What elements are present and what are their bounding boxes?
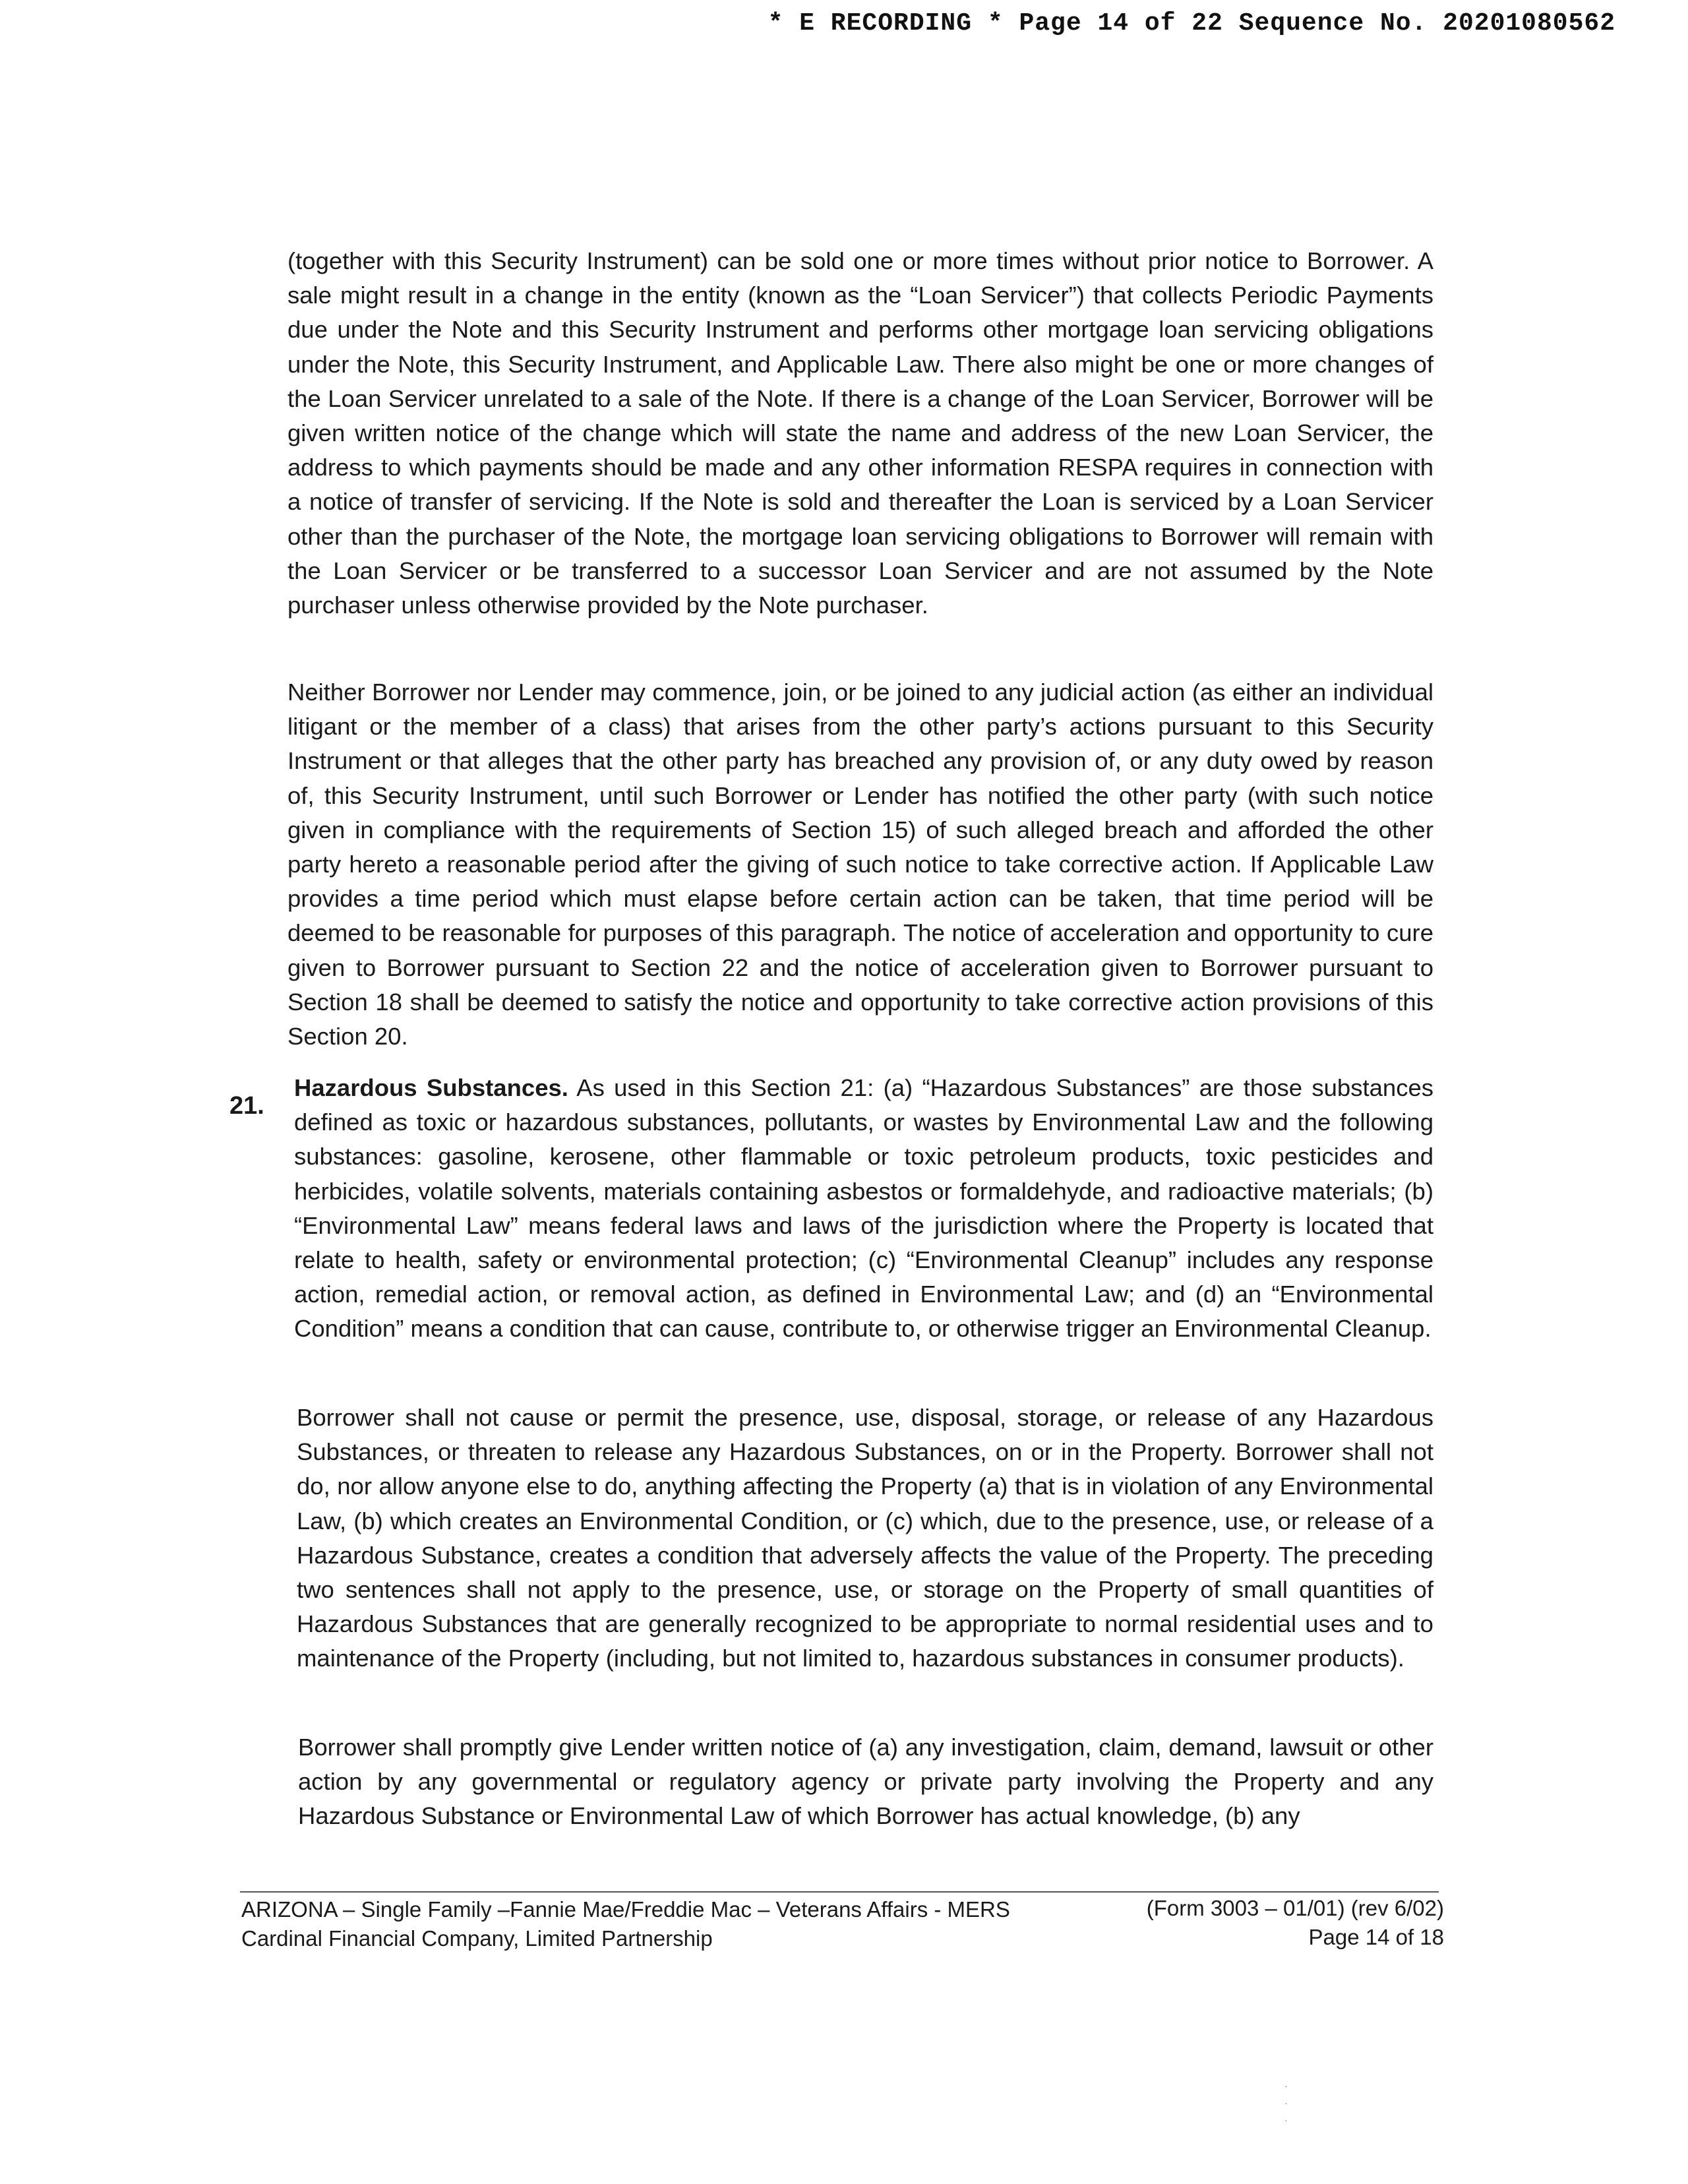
paragraph-borrower-notice: Borrower shall promptly give Lender written notice of (a) any investigation, claim, demand, lawsuit or other action by any governmental or regulatory agency or private party involving the Property and any Hazardous Substance or Environmental Law of which Borrower has actual knowledge, (b) any (298, 1734, 1433, 1830)
footer-lender-name: Cardinal Financial Company, Limited Partnership (241, 1926, 713, 1951)
footer-right (1147, 1894, 1444, 1952)
footer-form-title: ARIZONA – Single Family –Fannie Mae/Freddie Mac – Veterans Affairs - MERS (241, 1897, 1010, 1922)
footer-left (241, 1895, 1010, 1953)
section-21-text: As used in this Section 21: (a) “Hazardous Substances” are those substances defined as toxic or hazardous substances, pollutants, or wastes by Environmental Law and the following substances: gasoline, kerosene, other flammable or toxic petroleum products, toxic pesticides and herbicides, volatile solvents, materials containing asbestos or formaldehyde, and radioactive materials; (b) “Environmental Law” means federal laws and laws of the jurisdiction where the Property is located that relate to health, safety or environmental protection; (c) “Environmental Cleanup” includes any response action, remedial action, or removal action, as defined in Environmental Law; and (d) an “Environmental Condition” means a condition that can cause, contribute to, or otherwise trigger an Environmental Cleanup. (294, 1074, 1434, 1343)
footer-form-number: (Form 3003 – 01/01) (rev 6/02) (1146, 1896, 1444, 1920)
footer-page-number: Page 14 of 18 (1308, 1925, 1444, 1949)
section-21-paragraph (294, 1071, 1433, 1347)
section-number: 21. (229, 1092, 264, 1120)
section-heading: Hazardous Substances. (294, 1074, 568, 1101)
scan-specks: · · · (1284, 2080, 1288, 2125)
paragraph-borrower-shall-not: Borrower shall not cause or permit the presence, use, disposal, storage, or release of any Hazardous Substances, or threaten to release any Hazardous Substances, on or in the Property. Borrower shall not do, nor allow anyone else to do, anything affecting the Property (a) that is in violation of any Environmental Law, (b) which creates an Environmental Condition, or (c) which, due to the presence, use, or release of a Hazardous Substance, creates a condition that adversely affects the value of the Property. The preceding two sentences shall not apply to the presence, use, or storage on the Property of small quantities of Hazardous Substances that are generally recognized to be appropriate to normal residential uses and to maintenance of the Property (including, but not limited to, hazardous substances in consumer products). (297, 1404, 1433, 1672)
paragraph-loan-servicer: (together with this Security Instrument) can be sold one or more times without prior notice to Borrower. A sale might result in a change in the entity (known as the “Loan Servicer”) that collects Periodic Payments due under the Note and this Security Instrument and performs other mortgage loan servicing obligations under the Note, this Security Instrument, and Applicable Law. There also might be one or more changes of the Loan Servicer unrelated to a sale of the Note. If there is a change of the Loan Servicer, Borrower will be given written notice of the change which will state the name and address of the new Loan Servicer, the address to which payments should be made and any other information RESPA requires in connection with a notice of transfer of servicing. If the Note is sold and thereafter the Loan is serviced by a Loan Servicer other than the purchaser of the Note, the mortgage loan servicing obligations to Borrower will remain with the Loan Servicer or be transferred to a successor Loan Servicer and are not assumed by the Note purchaser unless otherwise provided by the Note purchaser. (287, 247, 1433, 619)
paragraph-judicial-action: Neither Borrower nor Lender may commence, join, or be joined to any judicial action (as either an individual litigant or the member of a class) that arises from the other party’s actions pursuant to this Security Instrument or that alleges that the other party has breached any provision of, or any duty owed by reason of, this Security Instrument, until such Borrower or Lender has notified the other party (with such notice given in compliance with the requirements of Section 15) of such alleged breach and afforded the other party hereto a reasonable period after the giving of such notice to take corrective action. If Applicable Law provides a time period which must elapse before certain action can be taken, that time period will be deemed to be reasonable for purposes of this paragraph. The notice of acceleration and opportunity to cure given to Borrower pursuant to Section 22 and the notice of acceleration given to Borrower pursuant to Section 18 shall be deemed to satisfy the notice and opportunity to take corrective action provisions of this Section 20. (287, 679, 1433, 1050)
footer-divider (240, 1891, 1439, 1893)
recording-header: * E RECORDING * Page 14 of 22 Sequence No. 20201080562 (768, 9, 1615, 38)
